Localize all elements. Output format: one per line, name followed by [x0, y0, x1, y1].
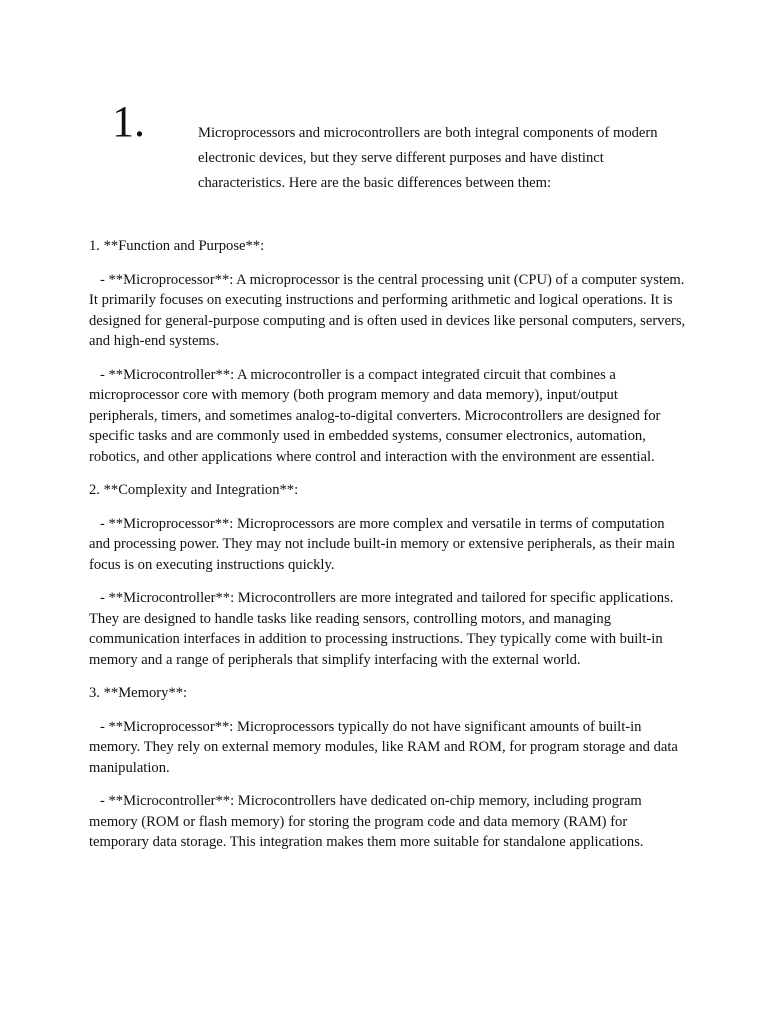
microprocessor-paragraph: - **Microprocessor**: Microprocessors typically do not have significant amounts of built-in memory. They rely on external memory modules, like RAM and ROM, for program storage and data manipulation. — [89, 718, 678, 776]
question-number: 1. — [112, 97, 145, 146]
microcontroller-paragraph: - **Microcontroller**: Microcontrollers are more integrated and tailored for specific applications. They are designed to handle tasks like reading sensors, controlling motors, and managing communication interfaces in addition to processing instructions. They typically come with built-in memory and a range of peripherals that simplify interfacing with the external world. — [89, 590, 674, 668]
section-heading: 3. **Memory**: — [89, 685, 188, 701]
section-heading: 1. **Function and Purpose**: — [89, 238, 265, 254]
section-heading: 2. **Complexity and Integration**: — [89, 482, 299, 498]
microprocessor-paragraph: - **Microprocessor**: Microprocessors are more complex and versatile in terms of computation and processing power. They may not include built-in memory or extensive peripherals, as their main focus is on executing instructions quickly. — [89, 515, 675, 573]
microprocessor-paragraph: - **Microprocessor**: A microprocessor is the central processing unit (CPU) of a computer system. It primarily focuses on executing instructions and performing arithmetic and logical operations. It is designed for general-purpose computing and is often used in devices like personal computers, servers, and high-end systems. — [89, 271, 686, 349]
microcontroller-paragraph: - **Microcontroller**: Microcontrollers have dedicated on-chip memory, including program memory (ROM or flash memory) for storing the program code and data memory (RAM) for temporary data storage. This integration makes them more suitable for standalone applications. — [89, 793, 644, 850]
intro-paragraph: Microprocessors and microcontrollers are both integral components of modern electronic devices, but they serve different purposes and have distinct characteristics. Here are the basic differences between them: — [198, 125, 658, 191]
document-body — [89, 236, 689, 866]
microcontroller-paragraph: - **Microcontroller**: A microcontroller is a compact integrated circuit that combines a microprocessor core with memory (both program memory and data memory), input/output peripherals, timers, and sometimes analog-to-digital converters. Microcontrollers are designed for specific tasks and are commonly used in embedded systems, consumer electronics, automation, robotics, and other applications where control and interaction with the environment are essential. — [89, 366, 661, 465]
